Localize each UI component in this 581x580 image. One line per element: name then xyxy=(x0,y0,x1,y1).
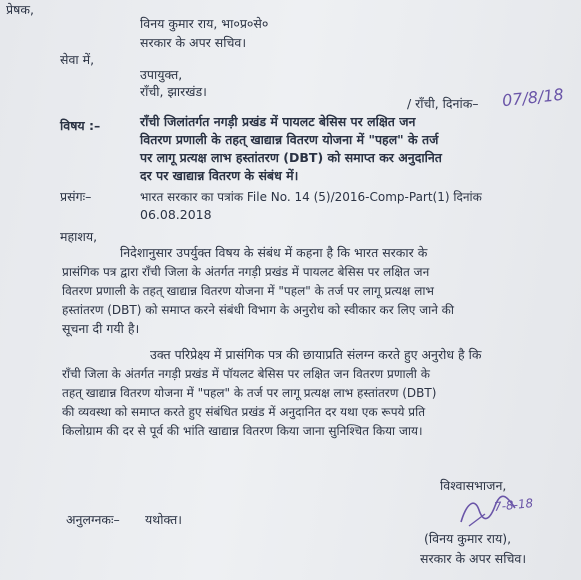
salutation: महाशय, xyxy=(60,229,98,244)
handwritten-date: 07/8/18 xyxy=(501,84,565,111)
subject-line: वितरण प्रणाली के तहत् खाद्यान्न वितरण योजना में "पहल" के तर्ज xyxy=(140,132,439,147)
para2-line: उक्त परिप्रेक्ष्य में प्रासंगिक पत्र की छायाप्रति संलग्न करते हुए अनुरोध है कि xyxy=(150,347,482,362)
recipient-designation: उपायुक्त, xyxy=(140,67,183,82)
enclosure-value: यथोक्त। xyxy=(145,512,183,527)
para2-line: राँची जिला के अंतर्गत नगड़ी प्रखंड में पॉयलट बेसिस पर लक्षित जन वितरण प्रणाली के xyxy=(62,367,430,381)
reference-line: भारत सरकार का पत्रांक File No. 14 (5)/2016-Comp-Part(1) दिनांक xyxy=(140,190,482,204)
place-date-label: / राँची, दिनांक– xyxy=(407,96,479,111)
sender-name: विनय कुमार राय, भा०प्र०से० xyxy=(140,16,269,31)
subject-line: दर पर खाद्यान्न वितरण के संबंध में। xyxy=(140,168,299,183)
para1-line: प्रासंगिक पत्र द्वारा राँची जिला के अंतर्गत नगड़ी प्रखंड में पायलट बेसिस पर लक्षित जन xyxy=(62,265,430,279)
sender-designation: सरकार के अपर सचिव। xyxy=(140,35,247,50)
from-label: प्रेषक, xyxy=(6,2,34,17)
para1-line: सूचना दी गयी है। xyxy=(62,321,140,336)
subject-line: राँची जिलांतर्गत नगड़ी प्रखंड में पायलट बेसिस पर लक्षित जन xyxy=(140,114,416,129)
enclosure-label: अनुलग्नकः– xyxy=(66,512,120,527)
signatory-name: (विनय कुमार राय), xyxy=(424,531,512,546)
subject-label: विषय :– xyxy=(60,118,101,133)
para1-line: वितरण प्रणाली के तहत् खाद्यान्न वितरण योजना में "पहल" के तर्ज पर लागू प्रत्यक्ष लाभ xyxy=(62,284,434,298)
reference-label: प्रसंगः– xyxy=(60,189,92,204)
para2-line: तहत् खाद्यान्न वितरण योजना में "पहल" के तर्ज पर लागू प्रत्यक्ष लाभ हस्तांतरण (DBT) xyxy=(62,386,437,400)
signatory-designation: सरकार के अपर सचिव। xyxy=(420,551,527,566)
to-label: सेवा में, xyxy=(60,52,95,67)
para2-line: किलोग्राम की दर से पूर्व की भांति खाद्यान्न वितरण किया जाना सुनिश्चित किया जाय। xyxy=(62,424,423,438)
reference-date: 06.08.2018 xyxy=(140,207,212,222)
signature-date: 7-8-18 xyxy=(493,495,534,515)
closing: विश्वासभाजन, xyxy=(440,478,507,493)
para1-line: हस्तांतरण (DBT) को समाप्त करने संबंधी विभाग के अनुरोध को स्वीकार कर लिए जाने की xyxy=(62,303,454,317)
para1-line: निदेशानुसार उपर्युक्त विषय के संबंध में कहना है कि भारत सरकार के xyxy=(120,245,428,260)
subject-line: पर लागू प्रत्यक्ष लाभ हस्तांतरण (DBT) को समाप्त कर अनुदानित xyxy=(140,150,442,165)
para2-line: की व्यवस्था को समाप्त करते हुए संबंधित प्रखंड में अनुदानित दर यथा एक रूपये प्रति xyxy=(62,405,426,419)
recipient-place: राँची, झारखंड। xyxy=(140,84,207,99)
